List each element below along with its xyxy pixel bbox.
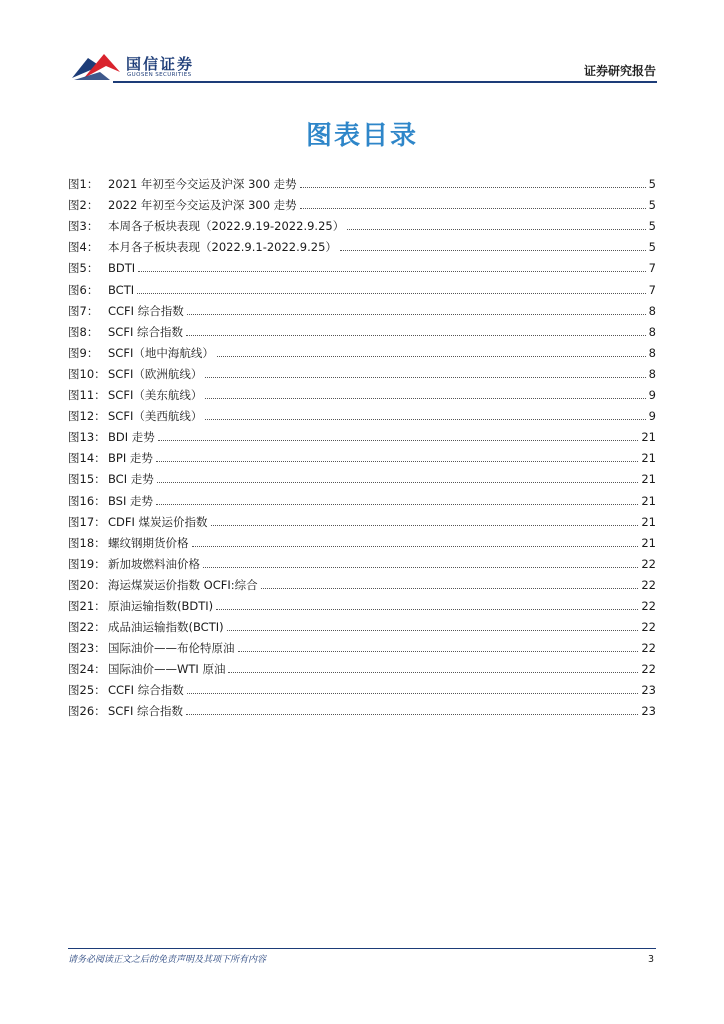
figure-toc: [68, 170, 656, 718]
toc-entry-page: 7: [648, 261, 656, 276]
toc-entry-label: 原油运输指数(BDTI): [108, 598, 214, 613]
toc-entry-page: 22: [641, 620, 656, 635]
toc-entry-label: BPI 走势: [108, 451, 153, 466]
toc-leader-dots: [211, 525, 639, 526]
toc-leader-dots: [217, 356, 646, 357]
toc-entry-label: BCI 走势: [108, 472, 154, 487]
toc-entry-number: 图24：: [68, 662, 106, 677]
toc-entry-label: BDI 走势: [108, 430, 155, 445]
toc-entry[interactable]: [68, 592, 656, 613]
toc-entry-number: 图5：: [68, 261, 99, 276]
toc-entry-page: 21: [641, 472, 656, 487]
toc-entry-number: 图22：: [68, 620, 106, 635]
toc-entry[interactable]: [68, 697, 656, 718]
toc-entry-number: 图2：: [68, 198, 99, 213]
toc-entry-number: 图17：: [68, 514, 106, 529]
toc-entry-label: 本周各子板块表现（2022.9.19-2022.9.25）: [108, 219, 345, 234]
toc-leader-dots: [340, 250, 646, 251]
toc-entry-page: 8: [648, 345, 656, 360]
toc-leader-dots: [300, 208, 646, 209]
toc-entry-number: 图6：: [68, 282, 99, 297]
toc-entry-number: 图8：: [68, 324, 99, 339]
toc-entry[interactable]: [68, 571, 656, 592]
toc-entry-page: 21: [641, 451, 656, 466]
toc-entry-number: 图15：: [68, 472, 106, 487]
toc-entry-number: 图23：: [68, 641, 106, 656]
toc-entry[interactable]: [68, 634, 656, 655]
toc-entry-page: 8: [648, 324, 656, 339]
toc-entry-page: 23: [641, 683, 656, 698]
toc-entry[interactable]: [68, 254, 656, 275]
page-title: 图表目录: [305, 121, 418, 151]
toc-entry[interactable]: [68, 529, 656, 550]
toc-entry-page: 21: [641, 514, 656, 529]
toc-entry-page: 5: [648, 198, 656, 213]
toc-entry-label: CCFI 综合指数: [108, 303, 184, 318]
toc-entry-label: SCFI（美西航线）: [108, 409, 203, 424]
toc-entry-label: CCFI 综合指数: [108, 683, 184, 698]
toc-entry-number: 图11：: [68, 388, 106, 403]
toc-leader-dots: [203, 567, 638, 568]
toc-entry-number: 图4：: [68, 240, 99, 255]
toc-entry[interactable]: [68, 550, 656, 571]
toc-entry-number: 图3：: [68, 219, 99, 234]
toc-entry-label: SCFI 综合指数: [108, 704, 183, 719]
toc-entry[interactable]: [68, 212, 656, 233]
toc-entry-page: 5: [648, 177, 656, 192]
toc-entry[interactable]: [68, 508, 656, 529]
toc-entry-page: 9: [648, 409, 656, 424]
toc-entry[interactable]: [68, 360, 656, 381]
logo-text-cn: 国信证券: [126, 55, 195, 73]
toc-entry-page: 5: [648, 219, 656, 234]
toc-entry-label: 成品油运输指数(BCTI): [108, 620, 224, 635]
toc-entry-number: 图21：: [68, 598, 106, 613]
toc-entry[interactable]: [68, 381, 656, 402]
toc-entry-label: 2021 年初至今交运及沪深 300 走势: [108, 177, 297, 192]
toc-leader-dots: [157, 482, 639, 483]
toc-entry-label: BSI 走势: [108, 493, 154, 508]
toc-entry[interactable]: [68, 191, 656, 212]
toc-entry[interactable]: [68, 318, 656, 339]
page-header: [0, 0, 724, 90]
toc-entry-label: 本月各子板块表现（2022.9.1-2022.9.25）: [108, 240, 337, 255]
toc-entry[interactable]: [68, 297, 656, 318]
toc-entry[interactable]: [68, 486, 656, 507]
toc-entry-page: 22: [641, 641, 656, 656]
toc-entry-page: 9: [648, 388, 656, 403]
toc-entry-number: 图13：: [68, 430, 106, 445]
toc-leader-dots: [205, 377, 645, 378]
toc-entry[interactable]: [68, 170, 656, 191]
toc-entry-number: 图19：: [68, 556, 106, 571]
toc-leader-dots: [261, 588, 639, 589]
toc-entry-label: SCFI（美东航线）: [108, 388, 203, 403]
toc-entry-page: 21: [641, 430, 656, 445]
toc-leader-dots: [238, 651, 639, 652]
toc-entry-page: 22: [641, 598, 656, 613]
toc-entry-label: BCTI: [108, 282, 135, 297]
footer-disclaimer: 请务必阅读正文之后的免责声明及其项下所有内容: [68, 955, 267, 965]
logo-text-en: GUOSEN SECURITIES: [127, 72, 192, 78]
toc-entry-number: 图12：: [68, 409, 106, 424]
toc-leader-dots: [138, 271, 646, 272]
toc-entry-number: 图7：: [68, 303, 99, 318]
toc-leader-dots: [228, 672, 638, 673]
toc-leader-dots: [347, 229, 645, 230]
toc-entry-page: 7: [648, 282, 656, 297]
toc-entry-page: 5: [648, 240, 656, 255]
toc-entry-label: CDFI 煤炭运价指数: [108, 514, 208, 529]
toc-entry[interactable]: [68, 676, 656, 697]
toc-entry[interactable]: [68, 444, 656, 465]
toc-leader-dots: [187, 693, 639, 694]
toc-entry-number: 图18：: [68, 535, 106, 550]
toc-entry-label: 海运煤炭运价指数 OCFI:综合: [108, 577, 258, 592]
toc-entry[interactable]: [68, 339, 656, 360]
toc-entry[interactable]: [68, 233, 656, 254]
toc-entry[interactable]: [68, 613, 656, 634]
toc-entry-label: 国际油价——布伦特原油: [108, 641, 235, 656]
toc-entry-page: 8: [648, 303, 656, 318]
toc-leader-dots: [300, 187, 646, 188]
toc-leader-dots: [137, 293, 646, 294]
toc-leader-dots: [156, 461, 638, 462]
toc-leader-dots: [205, 398, 645, 399]
toc-entry-label: SCFI（地中海航线）: [108, 345, 214, 360]
toc-entry-number: 图14：: [68, 451, 106, 466]
toc-entry[interactable]: [68, 423, 656, 444]
toc-entry[interactable]: [68, 465, 656, 486]
toc-leader-dots: [156, 504, 638, 505]
toc-leader-dots: [187, 314, 646, 315]
toc-entry-page: 22: [641, 662, 656, 677]
toc-entry-label: SCFI 综合指数: [108, 324, 183, 339]
toc-leader-dots: [186, 714, 638, 715]
toc-leader-dots: [158, 440, 639, 441]
toc-entry-page: 22: [641, 577, 656, 592]
toc-entry-label: BDTI: [108, 261, 136, 276]
toc-entry-label: 2022 年初至今交运及沪深 300 走势: [108, 198, 297, 213]
footer-divider: [68, 948, 656, 949]
toc-entry[interactable]: [68, 402, 656, 423]
toc-entry-number: 图1：: [68, 177, 99, 192]
toc-entry-number: 图16：: [68, 493, 106, 508]
toc-leader-dots: [205, 419, 645, 420]
toc-entry[interactable]: [68, 655, 656, 676]
toc-entry-number: 图20：: [68, 577, 106, 592]
page-number: 3: [647, 954, 654, 965]
toc-entry-label: 螺纹钢期货价格: [108, 535, 189, 550]
toc-entry[interactable]: [68, 275, 656, 296]
toc-entry-label: 新加坡燃料油价格: [108, 556, 200, 571]
toc-entry-page: 8: [648, 366, 656, 381]
toc-entry-number: 图10：: [68, 366, 106, 381]
toc-entry-number: 图26：: [68, 704, 106, 719]
report-type: 证券研究报告: [583, 64, 656, 78]
toc-leader-dots: [186, 335, 646, 336]
toc-entry-label: SCFI（欧洲航线）: [108, 366, 203, 381]
header-divider: [113, 81, 657, 83]
toc-entry-label: 国际油价——WTI 原油: [108, 662, 226, 677]
toc-entry-page: 21: [641, 535, 656, 550]
toc-leader-dots: [227, 630, 639, 631]
toc-entry-page: 22: [641, 556, 656, 571]
toc-entry-number: 图9：: [68, 345, 99, 360]
toc-entry-page: 23: [641, 704, 656, 719]
toc-entry-page: 21: [641, 493, 656, 508]
toc-leader-dots: [192, 546, 639, 547]
toc-leader-dots: [216, 609, 638, 610]
logo-mark-icon: [70, 52, 122, 82]
toc-entry-number: 图25：: [68, 683, 106, 698]
